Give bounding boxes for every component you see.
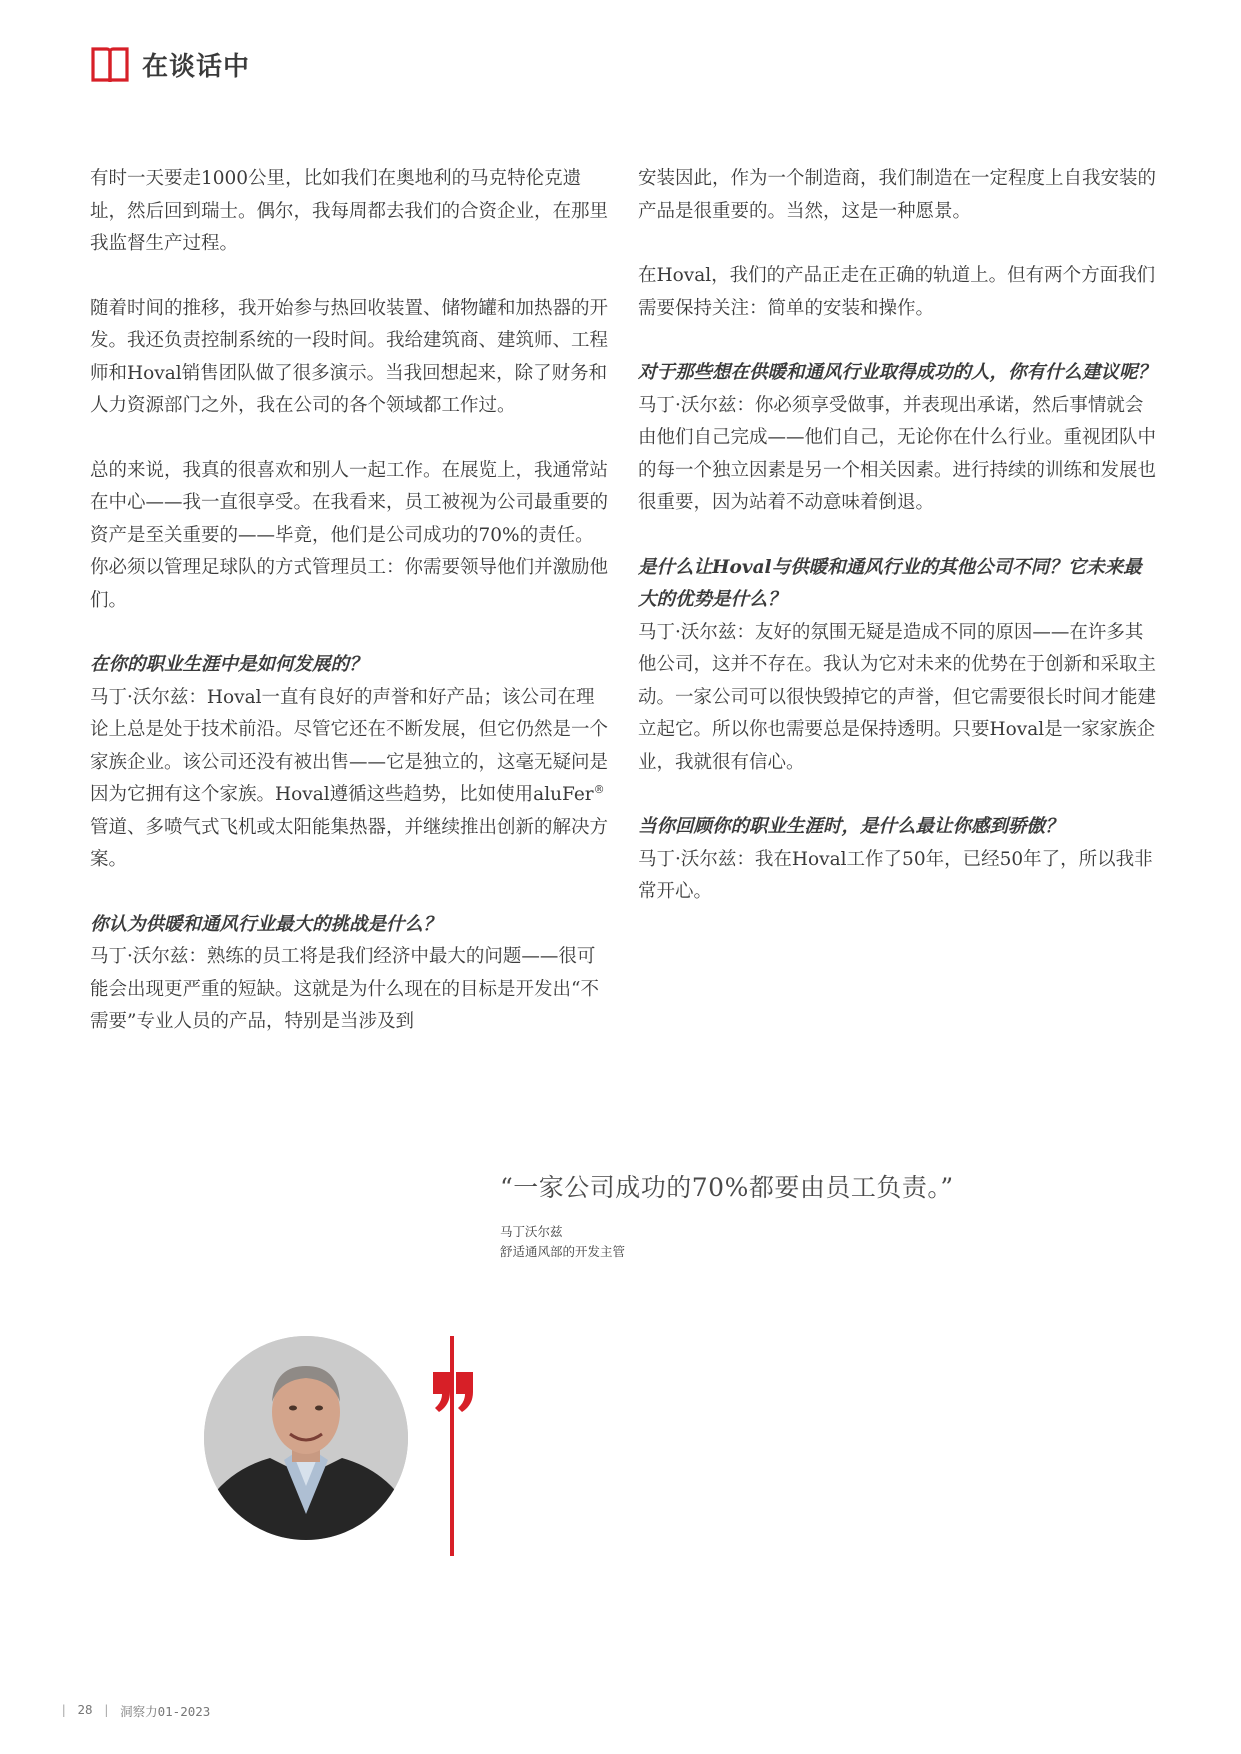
- interview-question: 当你回顾你的职业生涯时，是什么最让你感到骄傲？: [638, 816, 1064, 837]
- interview-question: 你认为供暖和通风行业最大的挑战是什么？: [90, 913, 442, 935]
- speaker-name: 马丁沃尔兹: [500, 1224, 563, 1239]
- interview-answer: 马丁·沃尔兹：熟练的员工将是我们经济中最大的问题——很可能会出现更严重的短缺。这就是为什么现在的目标是开发出“不需要”专业人员的产品，特别是当涉及到: [90, 946, 599, 1032]
- portrait-image: [204, 1336, 408, 1540]
- speaker-portrait: [204, 1336, 408, 1540]
- quote-text: “一家公司成功的70%都要由员工负责。”: [500, 1173, 954, 1202]
- book-icon: [90, 45, 130, 83]
- paragraph: 随着时间的推移，我开始参与热回收装置、储物罐和加热器的开发。我还负责控制系统的一段时间。我给建筑商、建筑师、工程师和Hoval销售团队做了很多演示。当我回想起来，除了财务和人力资源部门之外，我在公司的各个领域都工作过。: [90, 297, 609, 416]
- accent-line: [450, 1336, 454, 1556]
- interview-question: 对于那些想在供暖和通风行业取得成功的人，你有什么建议呢？: [638, 362, 1157, 383]
- registered-mark: ®: [593, 782, 605, 796]
- page-header: [90, 44, 250, 84]
- interview-question: 是什么让Hoval与供暖和通风行业的其他公司不同？它未来最大的优势是什么？: [638, 556, 1142, 610]
- answer-text: 马丁·沃尔兹：Hoval一直有良好的声誉和好产品；该公司在理论上总是处于技术前沿。尽管它还在不断发展，但它仍然是一个家族企业。该公司还没有被出售——它是独立的，这毫无疑问是因为它拥有这个家族。Hoval遵循这些趋势，比如使用aluFer: [90, 686, 609, 805]
- right-column: [638, 163, 1158, 941]
- page-number: 28: [77, 1702, 93, 1717]
- interview-question: 在你的职业生涯中是如何发展的？: [90, 654, 368, 675]
- quotation-mark-icon: [431, 1372, 475, 1412]
- interview-answer: 马丁·沃尔兹：友好的氛围无疑是造成不同的原因——在许多其他公司，这并不存在。我认为它对未来的优势在于创新和采取主动。一家公司可以很快毁掉它的声誉，但它需要很长时间才能建立起它。所以你也需要总是保持透明。只要Hoval是一家家族企业，我就很有信心。: [638, 621, 1157, 773]
- interview-answer: 马丁·沃尔兹：我在Hoval工作了50年，已经50年了，所以我非常开心。: [638, 848, 1153, 902]
- paragraph: 在Hoval，我们的产品正走在正确的轨道上。但有两个方面我们需要保持关注：简单的安装和操作。: [638, 265, 1156, 319]
- divider: |: [60, 1702, 68, 1717]
- section-title: 在谈话中: [142, 51, 251, 82]
- quote-attribution: [500, 1222, 1200, 1262]
- left-column: [90, 163, 610, 1071]
- pull-quote: [500, 1168, 1200, 1262]
- page-footer: [60, 1702, 210, 1720]
- interview-answer: [90, 682, 610, 877]
- paragraph: 安装因此，作为一个制造商，我们制造在一定程度上自我安装的产品是很重要的。当然，这是一种愿景。: [638, 168, 1157, 222]
- paragraph: 有时一天要走1000公里，比如我们在奥地利的马克特伦克遗址，然后回到瑞士。偶尔，我每周都去我们的合资企业，在那里我监督生产过程。: [90, 168, 609, 254]
- interview-answer: 马丁·沃尔兹：你必须享受做事，并表现出承诺，然后事情就会由他们自己完成——他们自己，无论你在什么行业。重视团队中的每一个独立因素是另一个相关因素。进行持续的训练和发展也很重要，因为站着不动意味着倒退。: [638, 394, 1157, 513]
- publication-name: 洞察力01-2023: [120, 1704, 211, 1719]
- divider: |: [102, 1702, 111, 1717]
- paragraph: 总的来说，我真的很喜欢和别人一起工作。在展览上，我通常站在中心——我一直很享受。在我看来，员工被视为公司最重要的资产是至关重要的——毕竟，他们是公司成功的70%的责任。你必须以管理足球队的方式管理员工：你需要领导他们并激励他们。: [90, 459, 609, 611]
- answer-text: 管道、多喷气式飞机或太阳能集热器，并继续推出创新的解决方案。: [90, 816, 609, 870]
- speaker-role: 舒适通风部的开发主管: [500, 1244, 626, 1259]
